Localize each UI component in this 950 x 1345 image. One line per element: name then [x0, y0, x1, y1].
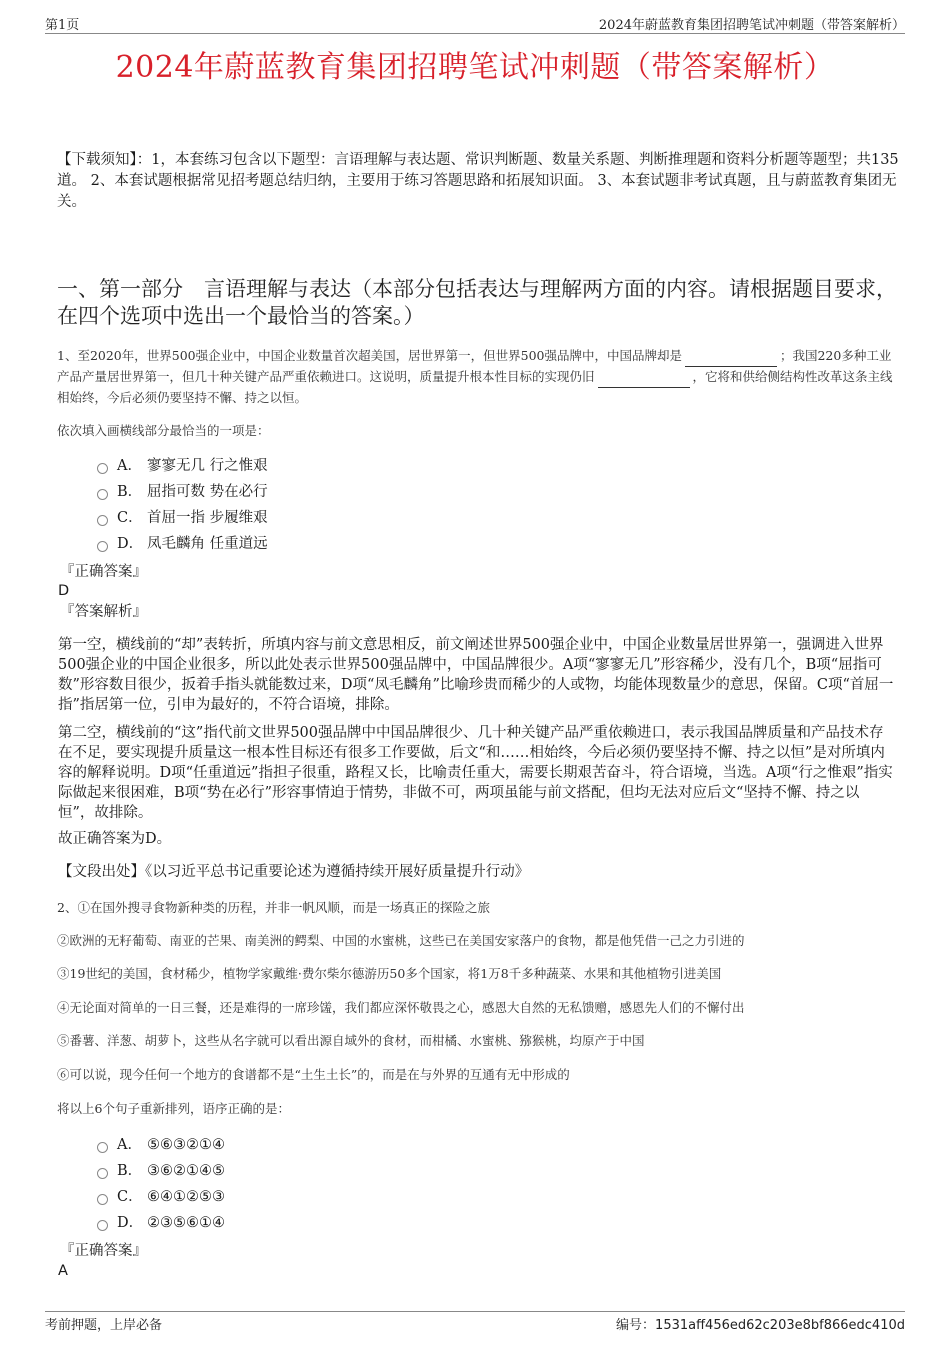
q1-option-c[interactable]: C． 首屈一指 步履维艰	[97, 508, 268, 528]
q2-answer: A	[58, 1263, 68, 1279]
footer-divider	[45, 1311, 905, 1312]
blank-1[interactable]	[685, 346, 777, 367]
radio-button-icon[interactable]	[97, 489, 108, 500]
q1-answer: D	[58, 583, 70, 599]
q1-analysis-3: 故正确答案为D。	[58, 831, 172, 847]
q1-option-b[interactable]: B． 屈指可数 势在必行	[97, 482, 268, 502]
radio-button-icon[interactable]	[97, 463, 108, 474]
q2-sentence-2: ②欧洲的无籽葡萄、南亚的芒果、南美洲的鳄梨、中国的水蜜桃，这些已在美国安家落户的食物，都是他凭借一己之力引进的	[57, 933, 745, 948]
q1-analysis-1: 第一空，横线前的“却”表转折，所填内容与前文意思相反，前文阐述世界500强企业中，中国企业数量居世界第一，强调进入世界500强企业的中国企业很多，所以此处表示世界500强品牌中，中国品牌很少。A项“寥寥无几”形容稀少，没有几个，B项“屈指可数”形容数目很少，扳着手指头就能数过来，D项“凤毛麟角”比喻珍贵而稀少的人或物，均能体现数量少的意思，保留。C项“首屈一指”指居第一位，引申为最好的，不符合语境，排除。	[58, 637, 894, 713]
radio-button-icon[interactable]	[97, 1220, 108, 1231]
q1-analysis-label: 『答案解析』	[60, 604, 147, 620]
radio-button-icon[interactable]	[97, 1168, 108, 1179]
option-text: ⑤⑥③②①④	[147, 1137, 225, 1153]
q2-option-d[interactable]: D． ②③⑤⑥①④	[97, 1213, 225, 1233]
question-1-stem: 1、至2020年，世界500强企业中，中国企业数量首次超美国，居世界第一，但世界500强品牌中，中国品牌却是 ；我国220多种工业产品产量居世界第一，但几十种关键产品严重依赖进口。这说明，质量提升根本性目标的实现仍旧 ，它将和供给侧结构性改革这条主线相始终，今后必须仍要坚持不懈、持之以恒。	[57, 348, 893, 405]
option-text: ③⑥②①④⑤	[147, 1163, 225, 1179]
q2-prompt: 将以上6个句子重新排列，语序正确的是：	[57, 1101, 290, 1116]
q2-option-a[interactable]: A． ⑤⑥③②①④	[97, 1135, 225, 1155]
header-divider	[45, 33, 905, 34]
radio-button-icon[interactable]	[97, 1142, 108, 1153]
footer-code: 编号：1531aff456ed62c203e8bf866edc410d	[616, 1318, 905, 1333]
q1-analysis-2: 第二空，横线前的“这”指代前文世界500强品牌中中国品牌很少、几十种关键产品严重依赖进口，表示我国品牌质量和产品技术存在不足，要实现提升质量这一根本性目标还有很多工作要做，后文“和……相始终，今后必须仍要坚持不懈、持之以恒”是对所填内容的解释说明。D项“任重道远”指担子很重，路程又长，比喻责任重大，需要长期艰苦奋斗，符合语境，当选。A项“行之惟艰”指实际做起来很困难，B项“势在必行”形容事情迫于情势，非做不可，两项虽能与前文搭配，但均无法对应后文“坚持不懈、持之以恒”，故排除。	[58, 725, 893, 821]
option-text: ②③⑤⑥①④	[147, 1215, 225, 1231]
q2-sentence-1: 2、①在国外搜寻食物新种类的历程，并非一帆风顺，而是一场真正的探险之旅	[57, 900, 490, 915]
q2-option-c[interactable]: C． ⑥④①②⑤③	[97, 1187, 225, 1207]
page-title: 2024年蔚蓝教育集团招聘笔试冲刺题（带答案解析）	[115, 50, 835, 85]
blank-2[interactable]	[598, 367, 690, 388]
footer-slogan: 考前押题，上岸必备	[45, 1318, 163, 1333]
download-notice: 【下载须知】：1，本套练习包含以下题型：言语理解与表达题、常识判断题、数量关系题、判断推理题和资料分析题等题型；共135道。 2、本套试题根据常见招考题总结归纳，主要用于练习答题思路和拓展知识面。 3、本套试题非考试真题，且与蔚蓝教育集团无关。	[57, 152, 899, 210]
radio-button-icon[interactable]	[97, 515, 108, 526]
option-text: 凤毛麟角 任重道远	[147, 536, 268, 552]
q2-sentence-4: ④无论面对简单的一日三餐，还是难得的一席珍馐，我们都应深怀敬畏之心，感恩大自然的无私馈赠，感恩先人们的不懈付出	[57, 1000, 745, 1015]
radio-button-icon[interactable]	[97, 1194, 108, 1205]
q2-sentence-3: ③19世纪的美国，食材稀少，植物学家戴维·费尔柴尔德游历50多个国家，将1万8千多种蔬菜、水果和其他植物引进美国	[57, 966, 722, 981]
q2-option-b[interactable]: B． ③⑥②①④⑤	[97, 1161, 225, 1181]
option-text: ⑥④①②⑤③	[147, 1189, 225, 1205]
option-text: 寥寥无几 行之惟艰	[147, 458, 268, 474]
q2-sentence-5: ⑤番薯、洋葱、胡萝卜，这些从名字就可以看出源自域外的食材，而柑橘、水蜜桃、猕猴桃，均原产于中国	[57, 1033, 645, 1048]
q1-answer-label: 『正确答案』	[60, 564, 147, 580]
q1-option-d[interactable]: D． 凤毛麟角 任重道远	[97, 534, 268, 554]
q2-sentence-6: ⑥可以说，现今任何一个地方的食谱都不是“土生土长”的，而是在与外界的互通有无中形成的	[57, 1067, 570, 1082]
page-number: 第1页	[45, 18, 80, 33]
radio-button-icon[interactable]	[97, 541, 108, 552]
q1-source: 【文段出处】《以习近平总书记重要论述为遵循持续开展好质量提升行动》	[58, 864, 530, 880]
option-text: 首屈一指 步履维艰	[147, 510, 268, 526]
section-heading: 一、第一部分 言语理解与表达（本部分包括表达与理解两方面的内容。请根据题目要求，在四个选项中选出一个最恰当的答案。）	[57, 277, 897, 328]
option-text: 屈指可数 势在必行	[147, 484, 268, 500]
question-1-prompt: 依次填入画横线部分最恰当的一项是：	[57, 423, 270, 438]
q2-answer-label: 『正确答案』	[60, 1243, 147, 1259]
q1-option-a[interactable]: A． 寥寥无几 行之惟艰	[97, 456, 268, 476]
header-doc-title: 2024年蔚蓝教育集团招聘笔试冲刺题（带答案解析）	[598, 18, 905, 33]
